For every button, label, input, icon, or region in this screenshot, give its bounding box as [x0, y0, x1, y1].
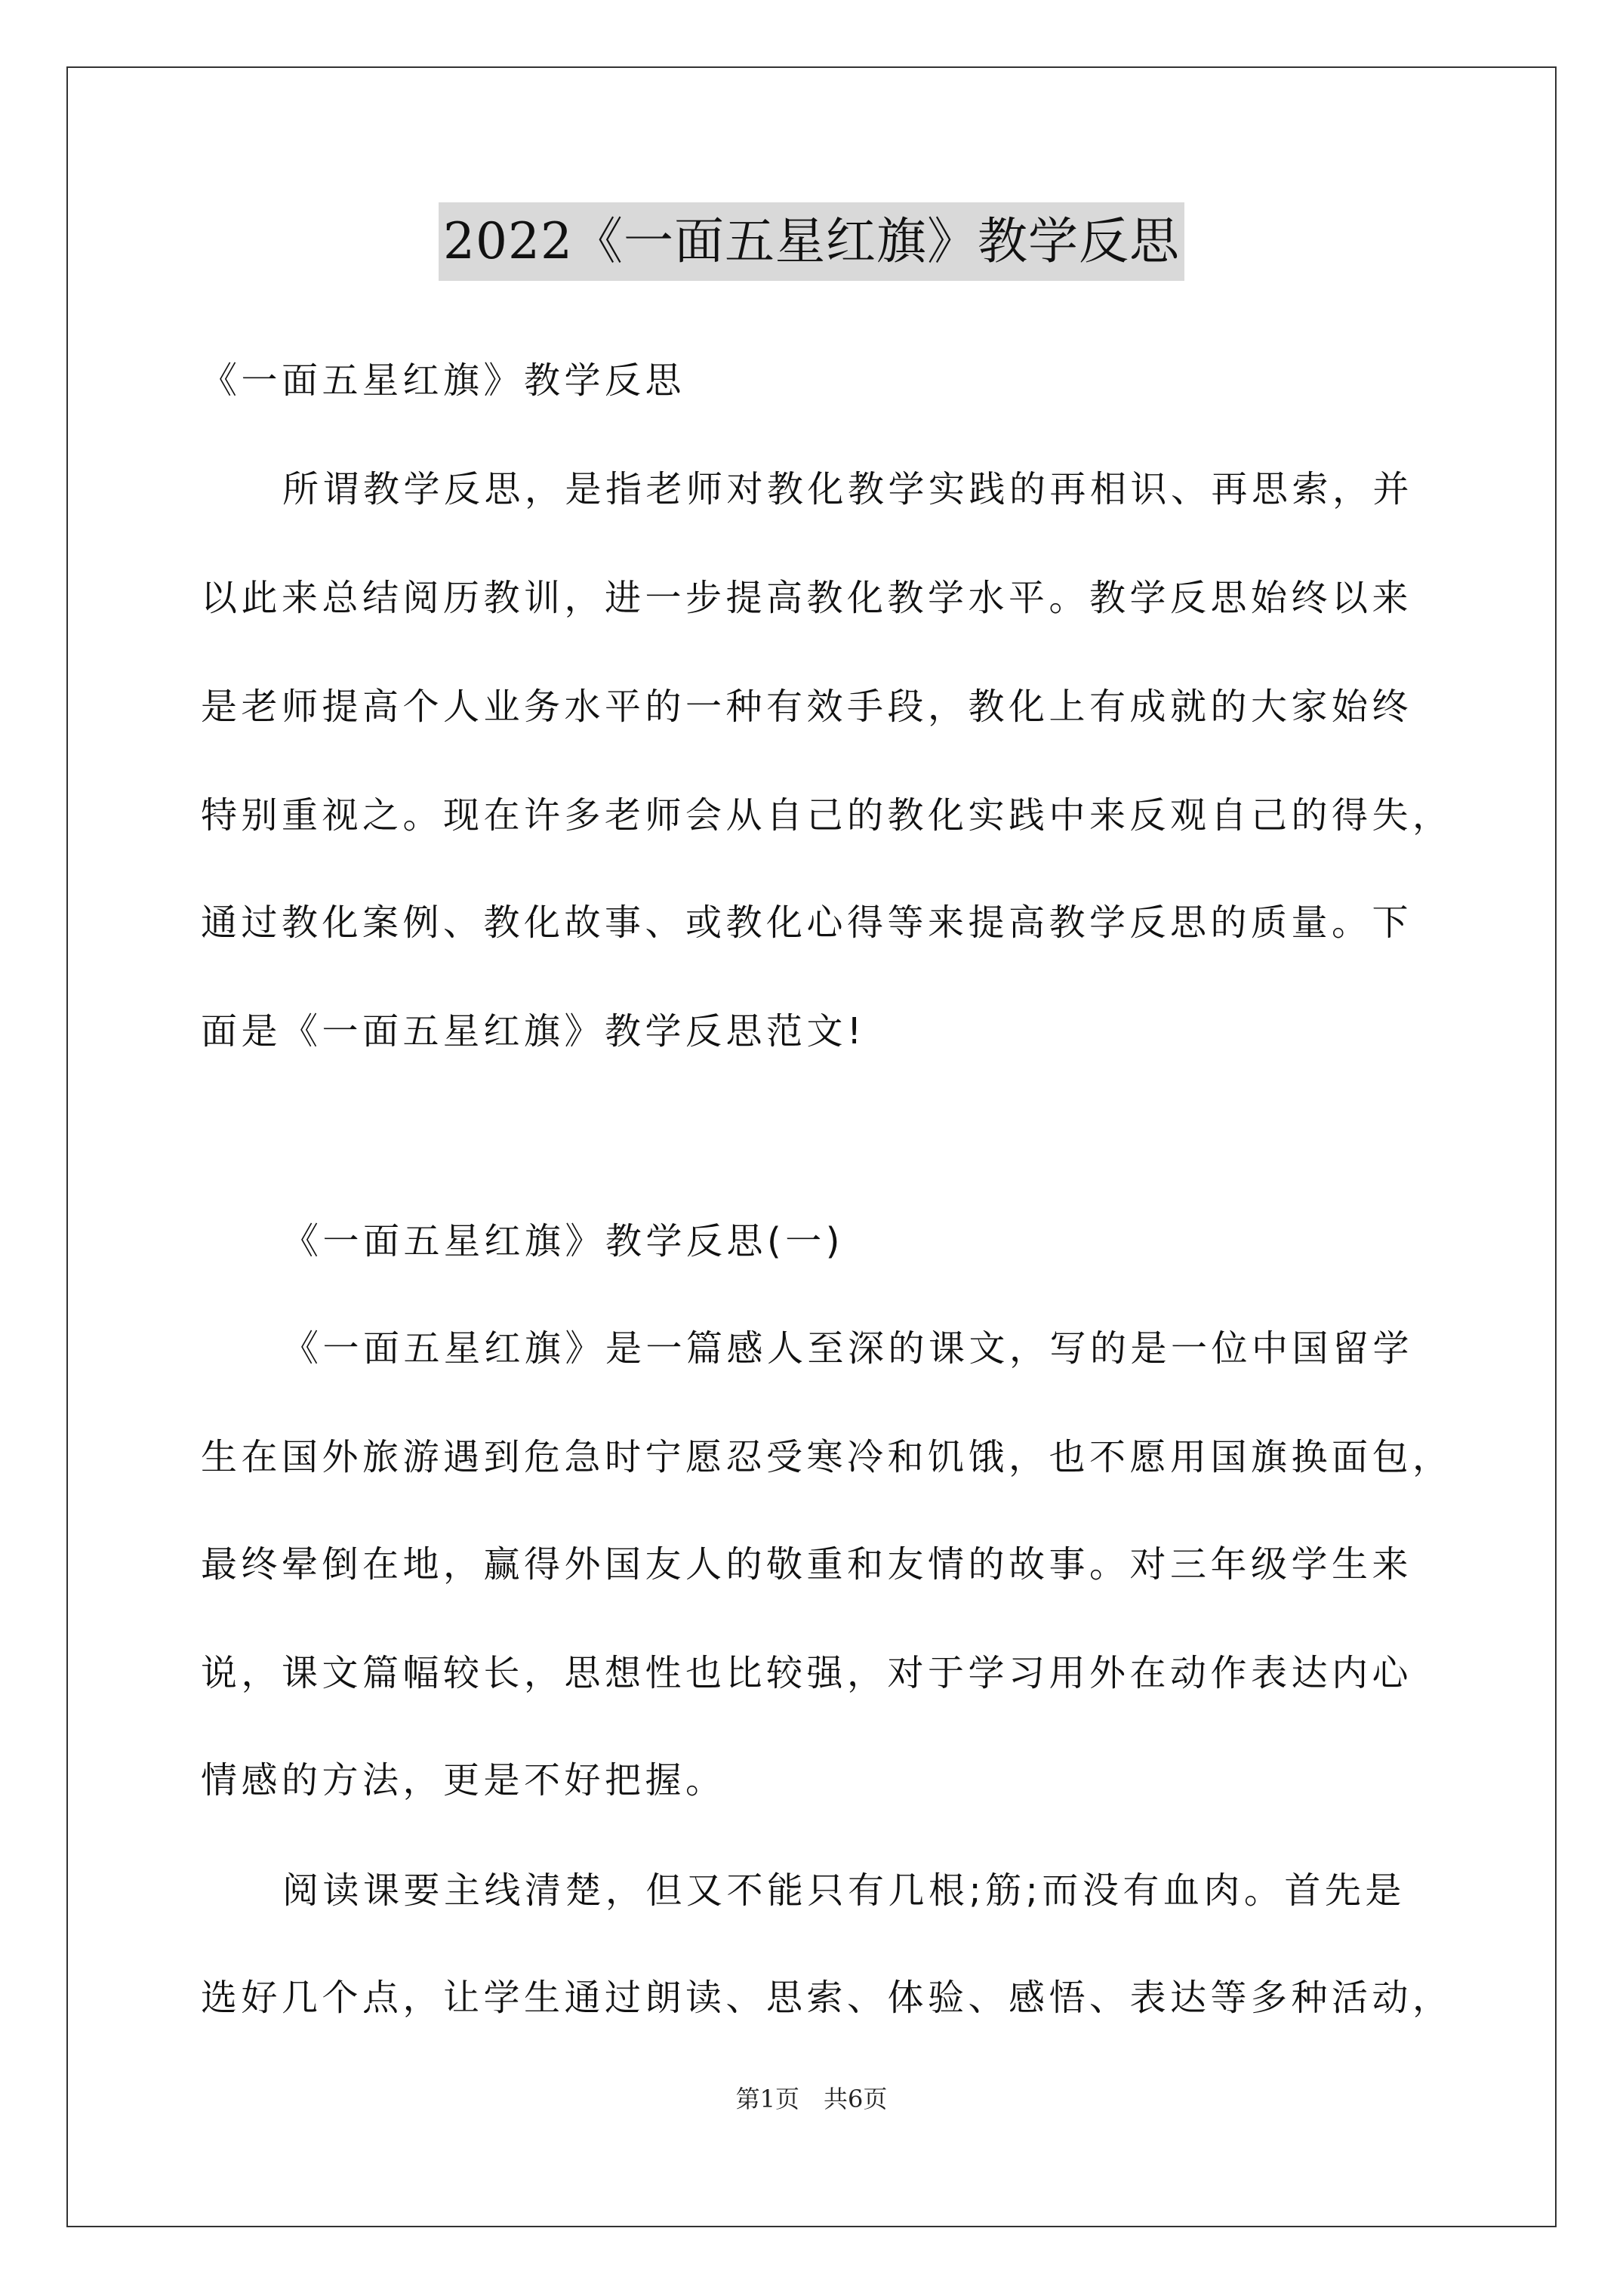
page-footer: 第1页 共6页	[735, 2085, 888, 2113]
subtitle-line: 《一面五星红旗》教学反思	[201, 359, 686, 402]
paragraph-line: 通过教化案例、教化故事、或教化心得等来提高教学反思的质量。下	[201, 901, 1413, 944]
paragraph-line: 情感的方法，更是不好把握。	[201, 1759, 726, 1801]
paragraph-line: 阅读课要主线清楚，但又不能只有几根;筋;而没有血肉。首先是	[282, 1869, 1406, 1912]
paragraph-line: 《一面五星红旗》是一篇感人至深的课文，写的是一位中国留学	[282, 1327, 1414, 1370]
paragraph-line: 面是《一面五星红旗》教学反思范文!	[201, 1010, 866, 1052]
paragraph-line: 说，课文篇幅较长，思想性也比较强，对于学习用外在动作表达内心	[201, 1652, 1413, 1694]
title-container	[0, 202, 1623, 281]
paragraph-line: 以此来总结阅历教训，进一步提高教化教学水平。教学反思始终以来	[201, 577, 1413, 619]
paragraph-line: 选好几个点，让学生通过朗读、思索、体验、感悟、表达等多种活动，	[201, 1977, 1453, 2019]
section-heading: 《一面五星红旗》教学反思(一)	[282, 1220, 844, 1262]
paragraph-line: 生在国外旅游遇到危急时宁愿忍受寒冷和饥饿，也不愿用国旗换面包，	[201, 1436, 1453, 1478]
paragraph-line: 是老师提高个人业务水平的一种有效手段，教化上有成就的大家始终	[201, 686, 1413, 728]
paragraph-line: 最终晕倒在地，赢得外国友人的敬重和友情的故事。对三年级学生来	[201, 1543, 1413, 1586]
paragraph-line: 所谓教学反思，是指老师对教化教学实践的再相识、再思索，并	[282, 468, 1414, 510]
document-title: 2022《一面五星红旗》教学反思	[439, 202, 1184, 281]
paragraph-line: 特别重视之。现在许多老师会从自己的教化实践中来反观自己的得失，	[201, 794, 1453, 837]
